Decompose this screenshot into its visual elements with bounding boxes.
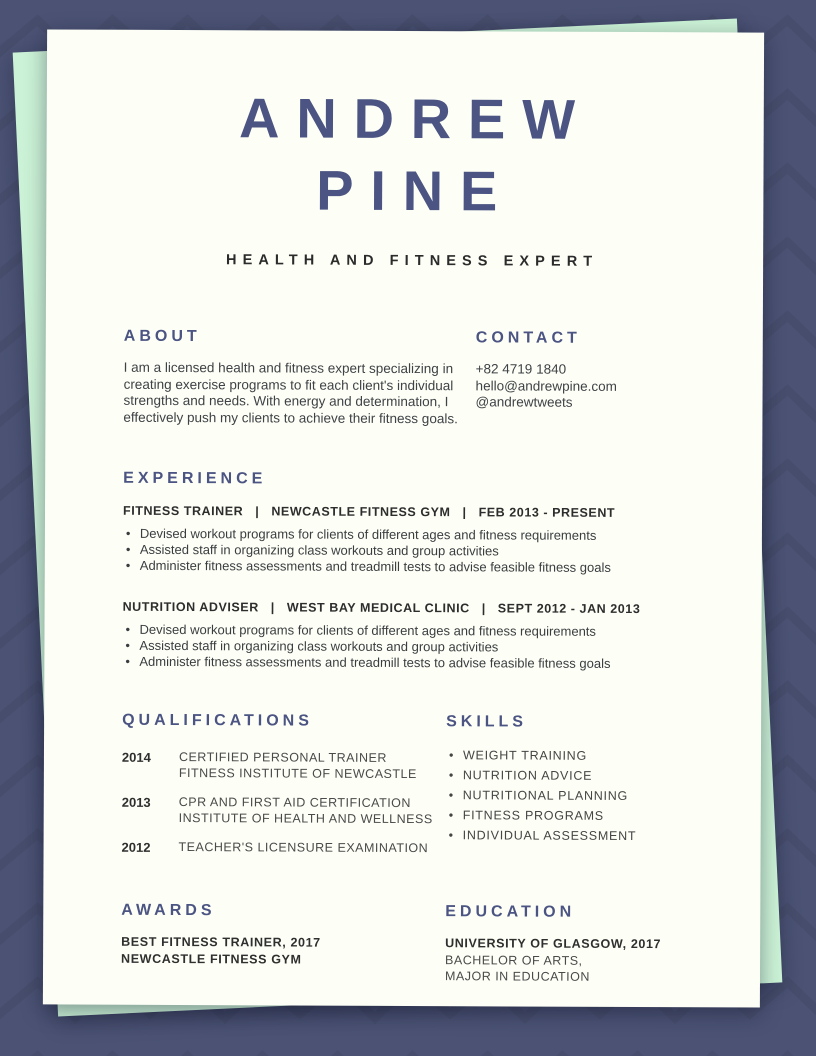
education-section <box>445 903 694 985</box>
qualification-item <box>122 840 432 857</box>
skill-item: • INDIVIDUAL ASSESSMENT <box>446 825 695 846</box>
job-company: NEWCASTLE FITNESS GYM <box>271 504 451 520</box>
award-line: BEST FITNESS TRAINER, 2017 <box>121 934 321 950</box>
about-contact-row <box>123 328 696 428</box>
job-header <box>123 504 696 521</box>
skills-section <box>445 713 695 872</box>
resume-page <box>43 29 764 1007</box>
qualification-item <box>122 750 432 782</box>
separator: | <box>270 600 275 615</box>
qualification-line: INSTITUTE OF HEALTH AND WELLNESS <box>178 810 433 826</box>
skill-item: • FITNESS PROGRAMS <box>446 805 695 826</box>
name-second-line: PINE <box>316 158 515 223</box>
about-heading: ABOUT <box>123 327 201 346</box>
experience-heading: EXPERIENCE <box>123 469 267 488</box>
qualification-year: 2014 <box>121 749 151 765</box>
job-bullet-list <box>123 526 696 576</box>
resume-header <box>124 30 698 270</box>
job-bullet-list <box>122 622 695 672</box>
qualification-detail <box>179 840 432 857</box>
qualification-line: FITNESS INSTITUTE OF NEWCASTLE <box>178 765 417 781</box>
job-company: WEST BAY MEDICAL CLINIC <box>286 600 470 616</box>
education-heading: EDUCATION <box>445 902 576 921</box>
awards-heading: AWARDS <box>121 901 216 919</box>
qualifications-section <box>121 712 446 871</box>
job-bullet: • Devised workout programs for clients of different ages and fitness requirements <box>122 622 695 641</box>
job-bullet: • Assisted staff in organizing class workouts and group activities <box>123 542 696 561</box>
qualification-detail <box>179 795 433 827</box>
skill-item: • WEIGHT TRAINING <box>446 745 695 766</box>
about-paragraph: I am a licensed health and fitness expert specializing in creating exercise programs to fit each client's individual strengths and needs. With energy and determination, I effectively push my clients to achieve their fitness goals. <box>123 359 458 426</box>
contact-phone: +82 4719 1840 <box>475 361 567 377</box>
qualification-line: CERTIFIED PERSONAL TRAINER <box>178 750 387 765</box>
skill-item: • NUTRITION ADVICE <box>446 765 695 786</box>
awards-section <box>121 901 445 983</box>
qualification-year: 2013 <box>121 794 151 810</box>
contact-email: hello@andrewpine.com <box>475 377 617 394</box>
qualification-detail <box>179 750 432 782</box>
qualification-line: TEACHER'S LICENSURE EXAMINATION <box>178 840 429 856</box>
qualifications-skills-row <box>121 712 695 872</box>
name-first-line: ANDREW <box>238 86 592 151</box>
award-line: NEWCASTLE FITNESS GYM <box>121 951 302 967</box>
qualification-line: CPR AND FIRST AID CERTIFICATION <box>178 795 411 811</box>
skill-item: • NUTRITIONAL PLANNING <box>446 785 695 806</box>
job-title: NUTRITION ADVISER <box>122 599 259 615</box>
awards-education-row <box>121 901 694 984</box>
job-title: FITNESS TRAINER <box>123 503 244 519</box>
contact-social: @andrewtweets <box>475 394 573 410</box>
contact-heading: CONTACT <box>475 329 581 347</box>
education-school: UNIVERSITY OF GLASGOW, 2017 <box>445 935 662 951</box>
qualification-item <box>122 795 432 827</box>
job-header <box>123 600 696 617</box>
job-entry <box>123 504 696 576</box>
job-bullet: • Devised workout programs for clients of different ages and fitness requirements <box>123 526 696 545</box>
experience-section <box>122 470 696 672</box>
job-bullet: • Administer fitness assessments and treadmill tests to advise feasible fitness goals <box>123 558 696 577</box>
job-dates: SEPT 2012 - JAN 2013 <box>497 601 641 617</box>
separator: | <box>462 505 467 520</box>
tagline: HEALTH AND FITNESS EXPERT <box>226 252 599 270</box>
separator: | <box>255 504 260 519</box>
qualifications-heading: QUALIFICATIONS <box>122 711 313 730</box>
separator: | <box>481 601 486 616</box>
job-bullet: • Administer fitness assessments and treadmill tests to advise feasible fitness goals <box>122 654 695 673</box>
job-dates: FEB 2013 - PRESENT <box>478 505 616 520</box>
skill-list <box>446 745 695 846</box>
job-entry <box>122 600 695 672</box>
education-line: MAJOR IN EDUCATION <box>444 968 590 984</box>
education-line: BACHELOR OF ARTS, <box>445 952 583 968</box>
job-bullet: • Assisted staff in organizing class workouts and group activities <box>122 638 695 657</box>
skills-heading: SKILLS <box>446 713 528 731</box>
about-section <box>123 328 475 428</box>
qualification-year: 2012 <box>121 839 151 855</box>
contact-section <box>475 329 696 428</box>
